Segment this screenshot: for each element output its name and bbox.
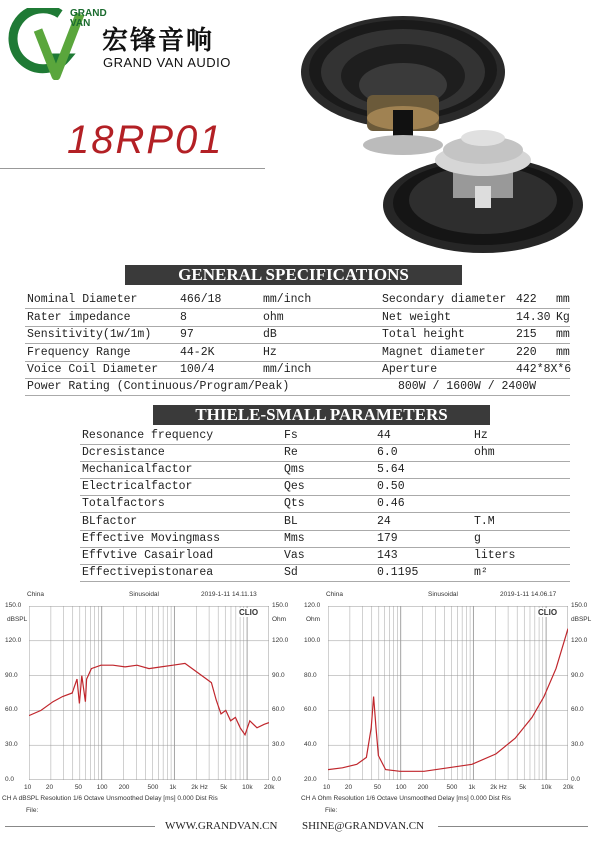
graph-header-right: 2019-1-11 14.11.13 bbox=[201, 591, 257, 598]
ts-row-line bbox=[80, 461, 570, 462]
x-tick: 20k bbox=[563, 784, 574, 791]
x-tick: 20 bbox=[45, 784, 54, 791]
ts-param-symbol: Mms bbox=[284, 531, 305, 545]
y-tick-left: 120.0 bbox=[5, 636, 22, 644]
x-tick: 20k bbox=[264, 784, 275, 791]
spec-row-line bbox=[25, 395, 570, 396]
x-tick: 5k bbox=[519, 784, 527, 791]
y-tick-right: 150.0 bbox=[571, 602, 588, 609]
spec-unit: dB bbox=[263, 328, 277, 341]
ts-param-unit: Hz bbox=[474, 429, 488, 442]
y-tick-right: 0.0 bbox=[571, 776, 581, 783]
y-tick-left: 60.0 bbox=[304, 706, 317, 714]
ts-param-name: Effvtive Casairload bbox=[82, 548, 214, 562]
spec-row-line bbox=[25, 326, 570, 327]
graph-header-mid: Sinusoidal bbox=[129, 591, 159, 598]
ts-param-unit: g bbox=[474, 531, 481, 545]
ts-param-value: 24 bbox=[377, 514, 391, 528]
ts-param-name: BLfactor bbox=[82, 514, 138, 528]
ts-param-symbol: Qts bbox=[284, 497, 305, 511]
ts-row-line bbox=[80, 495, 570, 496]
speaker-product-photo bbox=[295, 0, 595, 265]
spec-unit: mm bbox=[556, 293, 570, 306]
y-tick-left: 100.0 bbox=[304, 636, 321, 644]
spec-value: 100/4 bbox=[180, 363, 215, 376]
graph-plot-area bbox=[328, 606, 568, 780]
ts-param-symbol: Vas bbox=[284, 548, 305, 562]
ts-param-unit: T.M bbox=[474, 514, 495, 528]
spec-unit: mm/inch bbox=[263, 363, 312, 376]
clio-label: CLIO bbox=[538, 608, 558, 617]
graph-header-right: 2019-1-11 14.06.17 bbox=[500, 591, 557, 598]
y-tick-right: 120.0 bbox=[571, 636, 588, 644]
ts-param-symbol: Re bbox=[284, 446, 298, 460]
y-tick-right: 30.0 bbox=[571, 741, 584, 749]
power-rating-values: 800W / 1600W / 2400W bbox=[398, 380, 537, 393]
x-tick: 10 bbox=[24, 784, 32, 791]
footer-email: SHINE@GRANDVAN.CN bbox=[302, 820, 425, 832]
y-unit-left: dBSPL bbox=[7, 616, 28, 623]
ts-param-name: Electricalfactor bbox=[82, 480, 193, 494]
spec-unit: Hz bbox=[263, 345, 277, 359]
ts-param-value: 143 bbox=[377, 548, 398, 562]
x-tick: 200 bbox=[118, 784, 130, 791]
ts-param-symbol: Qes bbox=[284, 480, 305, 494]
y-unit-left: Ohm bbox=[306, 616, 321, 623]
ts-param-value: 5.64 bbox=[377, 463, 405, 477]
spec-unit: mm/inch bbox=[263, 293, 312, 306]
y-unit-right: dBSPL bbox=[571, 616, 592, 623]
brand-name-en: GRAND VAN AUDIO bbox=[103, 55, 231, 70]
x-tick: 10 bbox=[323, 784, 331, 791]
y-tick-left: 0.0 bbox=[5, 776, 15, 783]
y-tick-right: 90.0 bbox=[272, 671, 285, 679]
ts-param-symbol: Sd bbox=[284, 565, 298, 579]
ts-param-symbol: Fs bbox=[284, 429, 298, 442]
x-tick: 5k bbox=[220, 784, 228, 791]
footer-line-left bbox=[5, 826, 155, 827]
ts-row-line bbox=[80, 512, 570, 513]
graph-plot-area bbox=[29, 606, 269, 780]
x-tick: 50 bbox=[373, 784, 382, 791]
ts-param-value: 0.50 bbox=[377, 480, 405, 494]
x-tick: 2k Hz bbox=[490, 784, 507, 791]
response-curve bbox=[328, 629, 568, 772]
footer-website: WWW.GRANDVAN.CN bbox=[165, 820, 278, 832]
ts-param-unit: m² bbox=[474, 565, 488, 579]
x-tick: 100 bbox=[395, 784, 407, 791]
y-tick-right: 90.0 bbox=[571, 671, 584, 679]
ts-row-line bbox=[80, 581, 570, 582]
graph-file-label: File: bbox=[325, 807, 338, 814]
spec-value: 215 bbox=[516, 328, 537, 341]
spec-value: 442*8X*6 bbox=[516, 363, 572, 376]
spec-row-line bbox=[25, 378, 570, 379]
spec-label: Sensitivity(1w/1m) bbox=[27, 328, 152, 341]
spec-value: 8 bbox=[180, 310, 187, 324]
x-tick: 200 bbox=[417, 784, 429, 791]
power-rating-label: Power Rating (Continuous/Program/Peak) bbox=[27, 380, 290, 393]
graph-footer: CH A dBSPL Resolution 1/6 Octave Unsmoothed Delay [ms] 0.000 Dist Ris bbox=[2, 795, 218, 802]
y-tick-right: 150.0 bbox=[272, 602, 289, 609]
y-tick-left: 60.0 bbox=[5, 706, 18, 714]
y-tick-left: 30.0 bbox=[5, 741, 18, 749]
spec-label: Net weight bbox=[382, 310, 452, 324]
x-tick: 1k bbox=[169, 784, 177, 791]
y-unit-right: Ohm bbox=[272, 616, 287, 623]
spec-label: Frequency Range bbox=[27, 345, 131, 359]
graph-footer: CH A Ohm Resolution 1/6 Octave Unsmoothed Delay [ms] 0.000 Dist Ris bbox=[301, 795, 511, 802]
spec-row-line bbox=[25, 343, 570, 344]
spec-value: 422 bbox=[516, 293, 537, 306]
x-tick: 2k Hz bbox=[191, 784, 208, 791]
ts-row-line bbox=[80, 547, 570, 548]
y-tick-right: 0.0 bbox=[272, 776, 282, 783]
general-specs-header: GENERAL SPECIFICATIONS bbox=[125, 265, 462, 285]
y-tick-left: 120.0 bbox=[304, 602, 321, 609]
ts-param-name: Effective Movingmass bbox=[82, 531, 221, 545]
spec-value: 466/18 bbox=[180, 293, 222, 306]
ts-param-name: Dcresistance bbox=[82, 446, 165, 460]
ts-param-symbol: BL bbox=[284, 514, 298, 528]
spec-label: Secondary diameter bbox=[382, 293, 507, 306]
spec-unit: mm bbox=[556, 328, 570, 341]
spec-label: Voice Coil Diameter bbox=[27, 363, 159, 376]
graph-file-label: File: bbox=[26, 807, 39, 814]
x-tick: 500 bbox=[147, 784, 159, 791]
graph-header-mid: Sinusoidal bbox=[428, 591, 458, 598]
ts-param-unit: liters bbox=[474, 548, 516, 562]
ts-param-name: Resonance frequency bbox=[82, 429, 214, 442]
y-tick-right: 60.0 bbox=[571, 706, 584, 714]
y-tick-left: 90.0 bbox=[5, 671, 18, 679]
x-tick: 1k bbox=[468, 784, 476, 791]
x-tick: 10k bbox=[242, 784, 253, 791]
x-tick: 100 bbox=[96, 784, 108, 791]
ts-row-line bbox=[80, 444, 570, 445]
graph-header-left: China bbox=[27, 591, 44, 598]
spec-value: 44-2K bbox=[180, 345, 215, 359]
ts-param-name: Effectivepistonarea bbox=[82, 565, 214, 579]
y-tick-right: 120.0 bbox=[272, 636, 289, 644]
clio-label: CLIO bbox=[239, 608, 259, 617]
y-tick-left: 40.0 bbox=[304, 741, 317, 749]
footer-line-right bbox=[438, 826, 588, 827]
y-tick-left: 150.0 bbox=[5, 602, 22, 609]
model-title: 18RP01 bbox=[67, 118, 224, 162]
x-tick: 50 bbox=[74, 784, 83, 791]
spec-unit: Kg bbox=[556, 310, 570, 324]
response-curve bbox=[29, 663, 269, 734]
ts-param-value: 6.0 bbox=[377, 446, 398, 460]
ts-param-value: 0.1195 bbox=[377, 565, 419, 579]
spec-label: Magnet diameter bbox=[382, 345, 486, 359]
ts-param-unit: ohm bbox=[474, 446, 495, 460]
ts-param-value: 44 bbox=[377, 429, 391, 442]
logo-text: GRAND VAN bbox=[70, 8, 107, 29]
ts-row-line bbox=[80, 478, 570, 479]
ts-param-value: 179 bbox=[377, 531, 398, 545]
spec-label: Total height bbox=[382, 328, 465, 341]
ts-row-line bbox=[80, 564, 570, 565]
x-tick: 20 bbox=[344, 784, 353, 791]
thiele-small-header: THIELE-SMALL PARAMETERS bbox=[153, 405, 490, 425]
spec-unit: ohm bbox=[263, 310, 284, 324]
x-tick: 10k bbox=[541, 784, 552, 791]
spec-row-line bbox=[25, 361, 570, 362]
y-tick-right: 60.0 bbox=[272, 706, 285, 714]
y-tick-right: 30.0 bbox=[272, 741, 285, 749]
x-tick: 500 bbox=[446, 784, 458, 791]
spec-label: Aperture bbox=[382, 363, 438, 376]
brand-name-cn: 宏锋音响 bbox=[102, 26, 215, 56]
spec-label: Nominal Diameter bbox=[27, 293, 138, 306]
model-underline bbox=[0, 168, 265, 169]
ts-param-name: Mechanicalfactor bbox=[82, 463, 193, 477]
ts-param-name: Totalfactors bbox=[82, 497, 165, 511]
ts-param-value: 0.46 bbox=[377, 497, 405, 511]
spec-label: Rater impedance bbox=[27, 310, 131, 324]
spec-value: 14.30 bbox=[516, 310, 551, 324]
spec-value: 97 bbox=[180, 328, 194, 341]
spec-row-line bbox=[25, 308, 570, 309]
ts-param-symbol: Qms bbox=[284, 463, 305, 477]
y-tick-left: 20.0 bbox=[304, 776, 317, 783]
spec-value: 220 bbox=[516, 345, 537, 359]
graph-header-left: China bbox=[326, 591, 343, 598]
ts-row-line bbox=[80, 530, 570, 531]
spec-unit: mm bbox=[556, 345, 570, 359]
y-tick-left: 80.0 bbox=[304, 671, 317, 679]
